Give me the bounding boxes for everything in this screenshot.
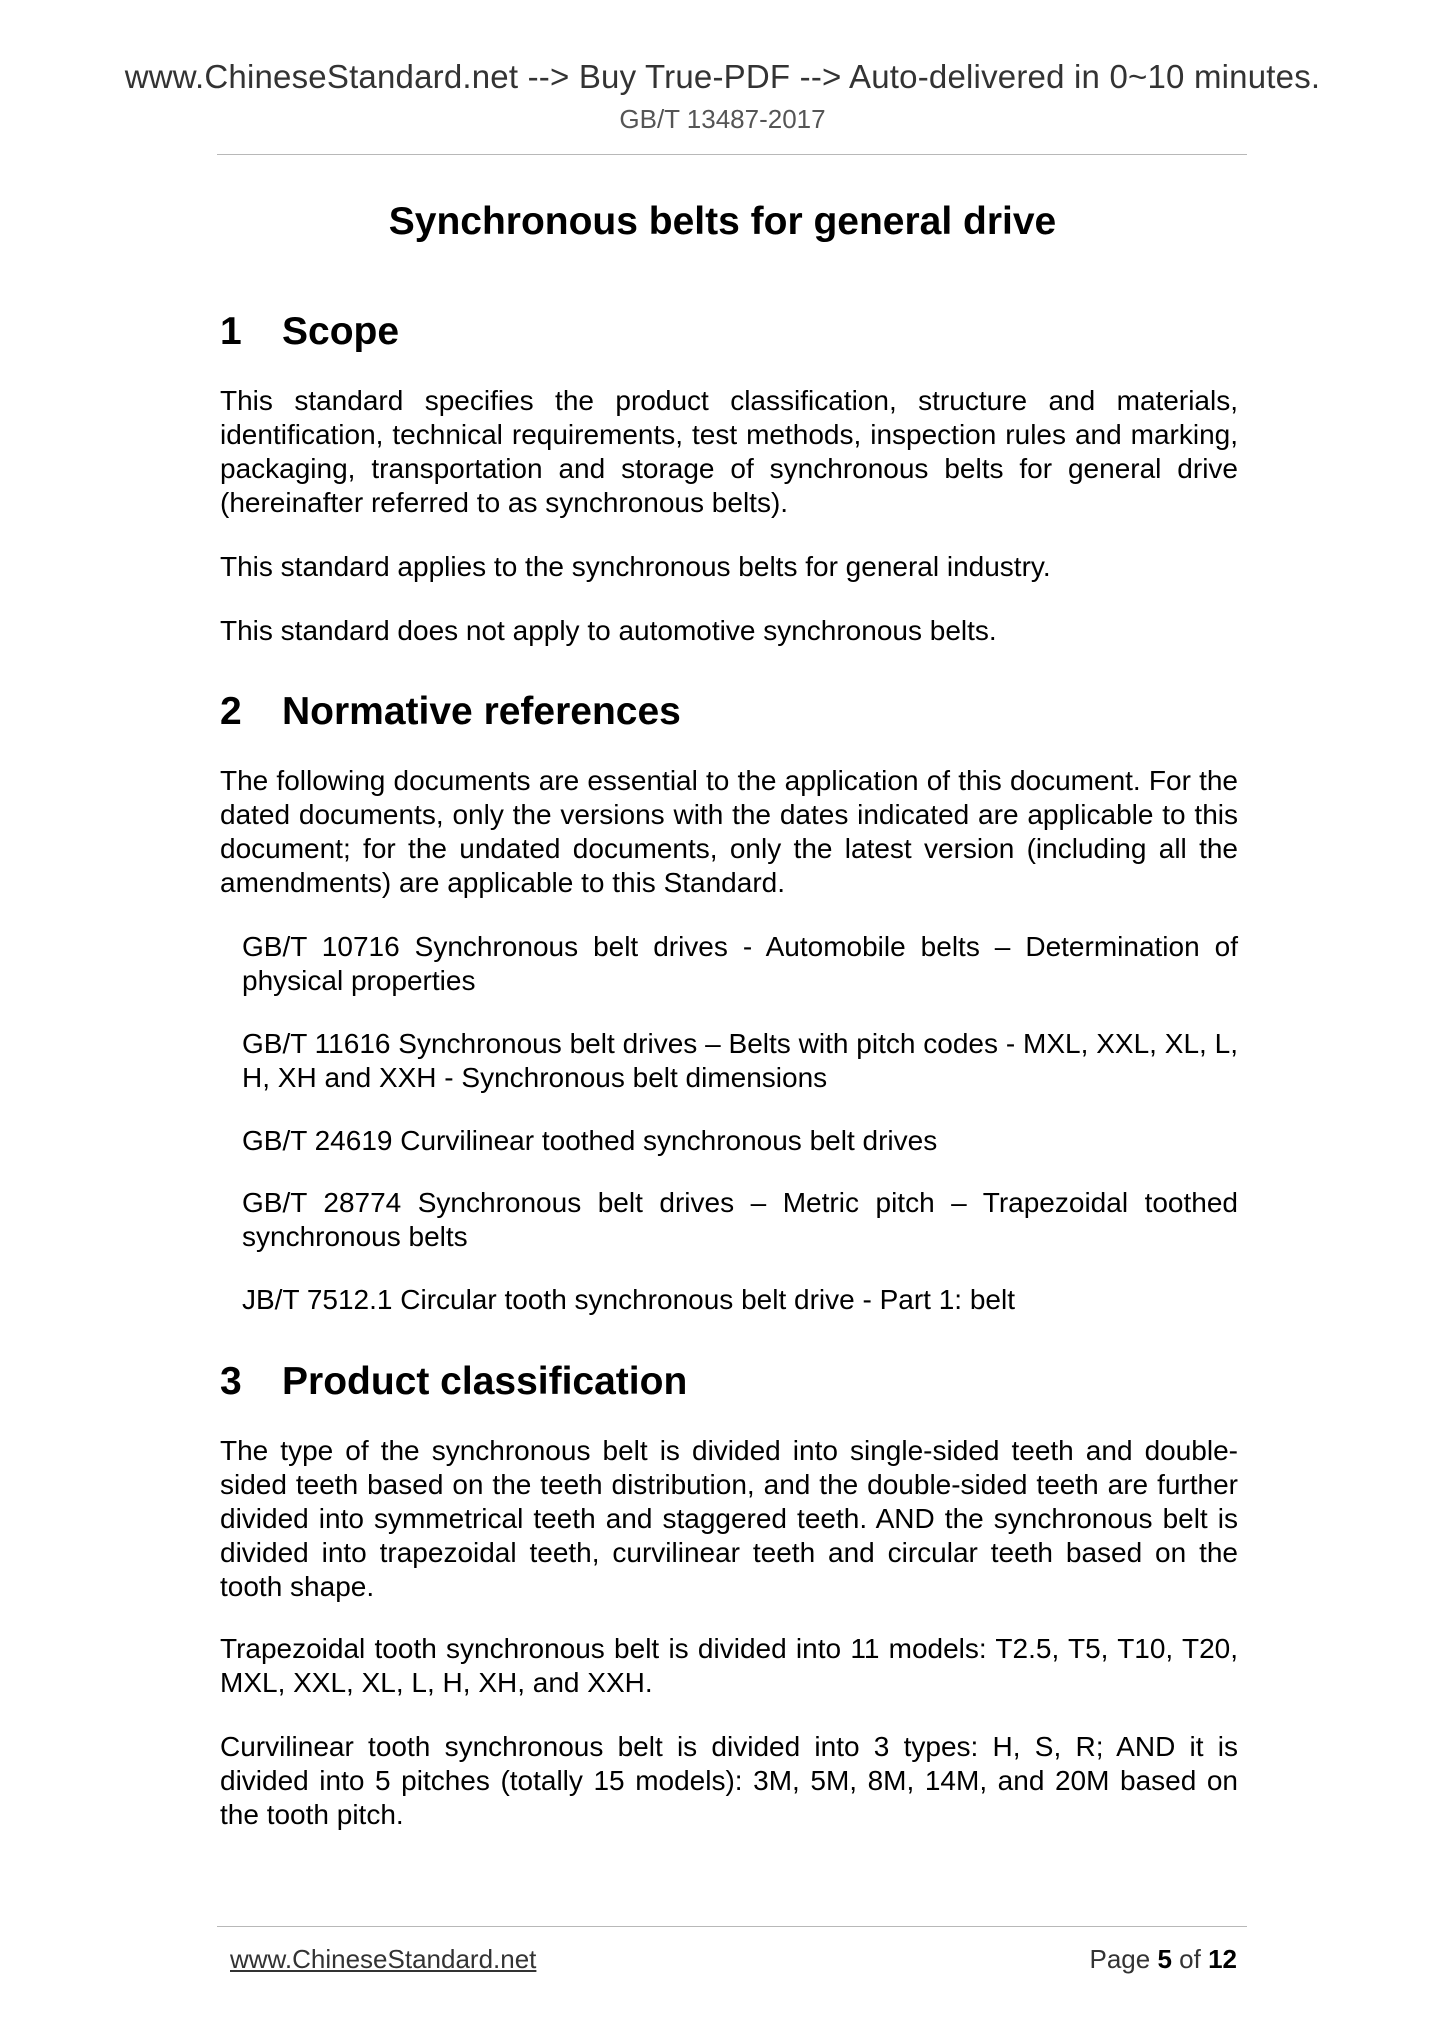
- footer-divider: [217, 1926, 1247, 1927]
- classification-paragraph: Trapezoidal tooth synchronous belt is divided into 11 models: T2.5, T5, T10, T20, MXL, XXL, XL, L, H, XH, and XXH.: [220, 1633, 1238, 1698]
- scope-paragraph: This standard specifies the product classification, structure and materials, identification, technical requirements, test methods, inspection rules and marking, packaging, transportation and storage of synchronous belts for general drive (hereinafter referred to as synchronous belts).: [220, 385, 1238, 518]
- section-title: Normative references: [282, 690, 681, 733]
- section-heading-product-classification: [220, 1360, 687, 1404]
- reference-item: GB/T 28774 Synchronous belt drives – Metric pitch – Trapezoidal toothed synchronous belts: [242, 1187, 1238, 1252]
- page-indicator: [1089, 1944, 1237, 1975]
- section-title: Product classification: [282, 1360, 688, 1403]
- header-divider: [217, 154, 1247, 155]
- section-number: 2: [220, 690, 242, 733]
- page-prefix: Page: [1089, 1944, 1151, 1974]
- section-heading-normative-references: [220, 690, 681, 734]
- classification-paragraph: Curvilinear tooth synchronous belt is divided into 3 types: H, S, R; AND it is divided into 5 pitches (totally 15 models): 3M, 5M, 8M, 14M, and 20M based on the tooth pitch.: [220, 1731, 1238, 1830]
- scope-paragraph: This standard does not apply to automotive synchronous belts.: [220, 615, 997, 646]
- footer-site-link[interactable]: www.ChineseStandard.net: [230, 1944, 537, 1974]
- document-title: Synchronous belts for general drive: [388, 200, 1057, 243]
- reference-item: GB/T 11616 Synchronous belt drives – Belts with pitch codes - MXL, XXL, XL, L, H, XH and XXH - Synchronous belt dimensions: [242, 1028, 1238, 1093]
- standard-code: GB/T 13487-2017: [619, 104, 826, 134]
- reference-item: JB/T 7512.1 Circular tooth synchronous belt drive - Part 1: belt: [242, 1284, 1015, 1315]
- section-number: 3: [220, 1360, 242, 1403]
- section-heading-scope: [220, 310, 399, 354]
- section-number: 1: [220, 310, 242, 353]
- page-current: 5: [1157, 1944, 1172, 1974]
- page-total: 12: [1208, 1944, 1237, 1974]
- classification-paragraph: The type of the synchronous belt is divided into single-sided teeth and double-sided teeth based on the teeth distribution, and the double-sided teeth are further divided into symmetrical teeth and staggered teeth. AND the synchronous belt is divided into trapezoidal teeth, curvilinear teeth and circular teeth based on the tooth shape.: [220, 1435, 1238, 1602]
- header-banner: www.ChineseStandard.net --> Buy True-PDF --> Auto-delivered in 0~10 minutes.: [124, 58, 1321, 95]
- reference-item: GB/T 24619 Curvilinear toothed synchronous belt drives: [242, 1125, 938, 1156]
- normative-intro-paragraph: The following documents are essential to the application of this document. For the dated documents, only the versions with the dates indicated are applicable to this document; for the undated documents, only the latest version (including all the amendments) are applicable to this Standard.: [220, 765, 1238, 898]
- page-of: of: [1179, 1944, 1201, 1974]
- reference-item: GB/T 10716 Synchronous belt drives - Automobile belts – Determination of physical properties: [242, 931, 1238, 996]
- scope-paragraph: This standard applies to the synchronous belts for general industry.: [220, 551, 1051, 582]
- section-title: Scope: [282, 310, 400, 353]
